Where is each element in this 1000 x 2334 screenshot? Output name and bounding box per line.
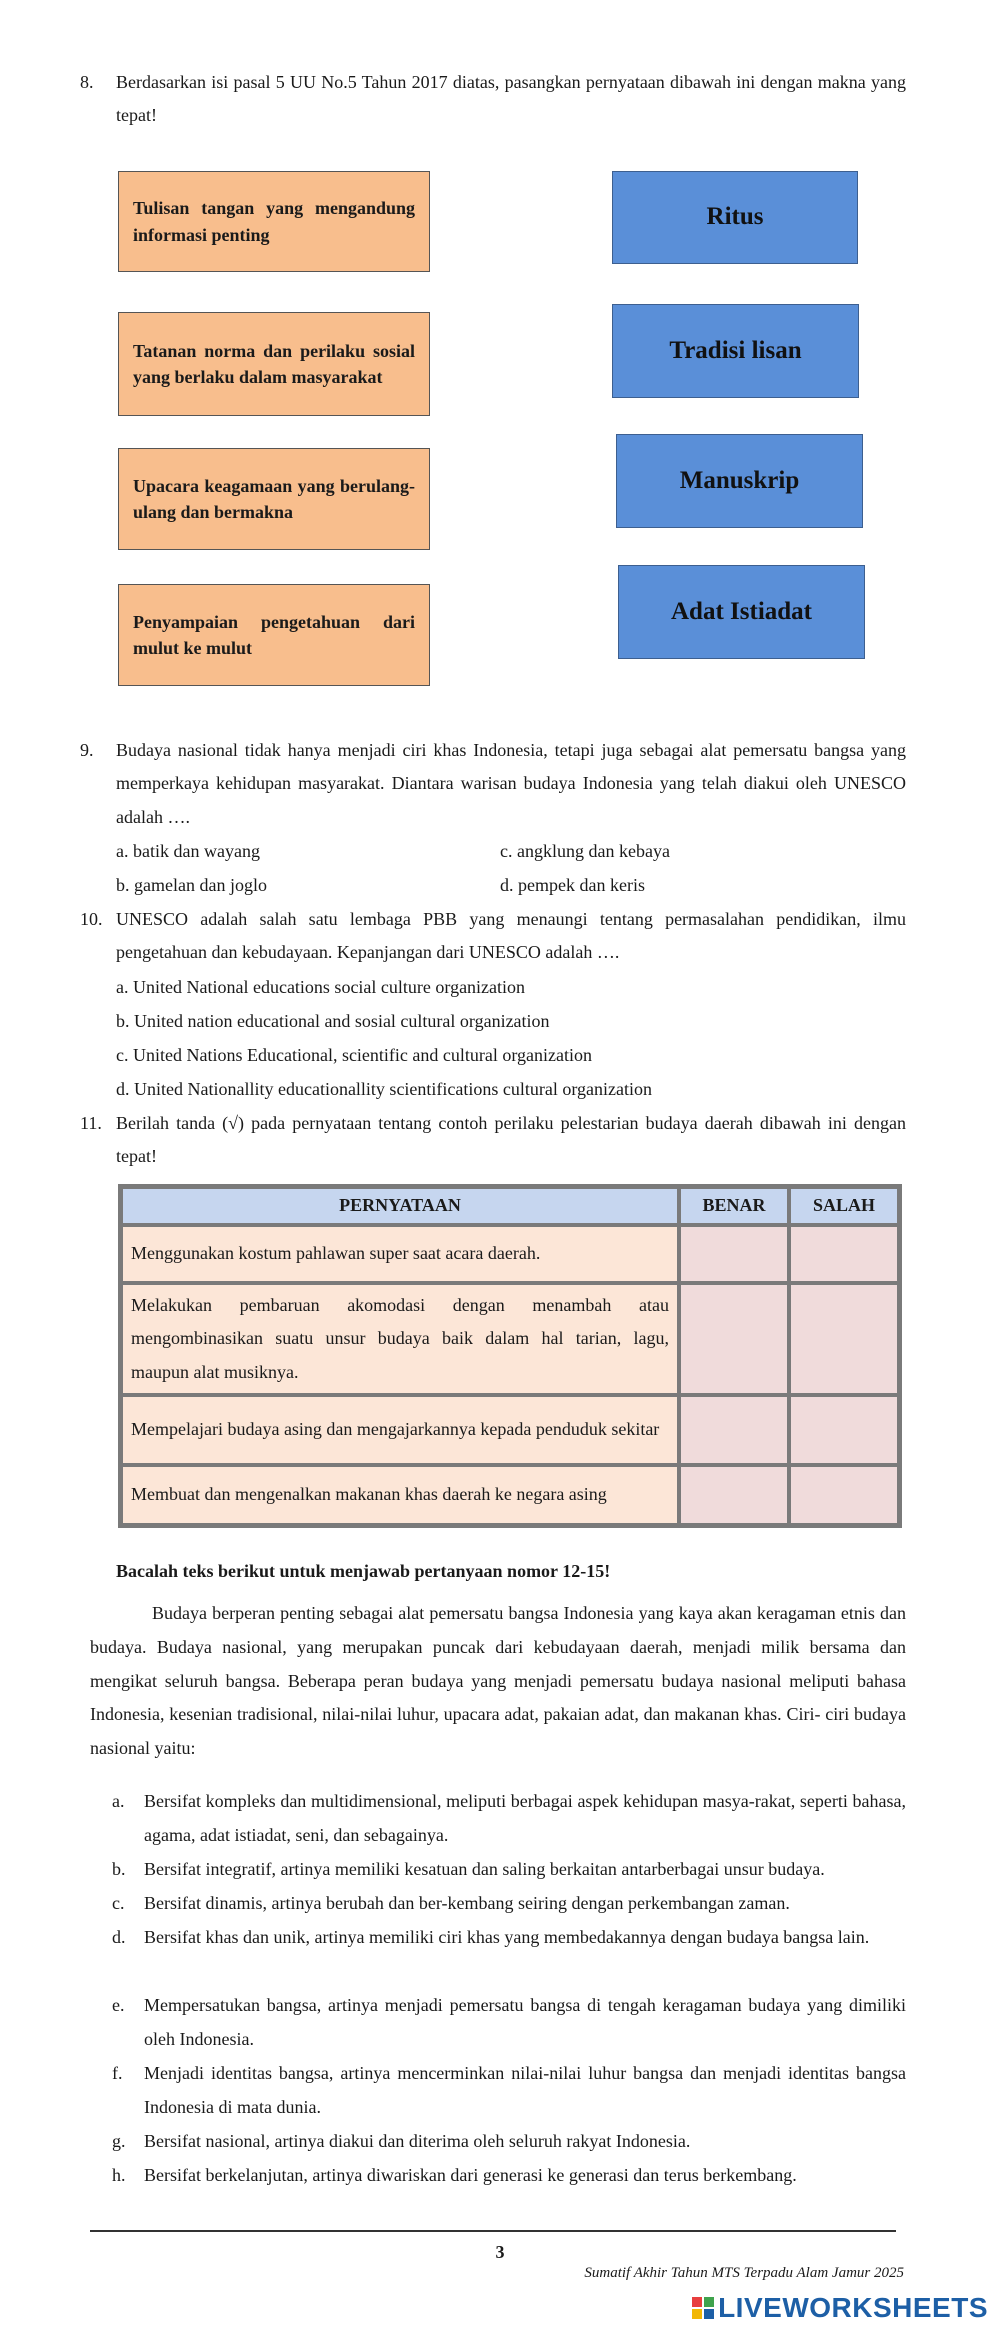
false-checkbox[interactable] (789, 1395, 899, 1465)
answer-option[interactable]: a. United National educations social culture organization (116, 977, 526, 997)
list-label: f. (112, 2063, 123, 2083)
question-number: 8. (80, 72, 94, 92)
list-label: b. (112, 1859, 126, 1879)
answer-option[interactable]: b. gamelan dan joglo (116, 875, 267, 895)
list-item: Bersifat integratif, artinya memiliki kesatuan dan saling berkaitan antarberbagai unsur budaya. (144, 1859, 825, 1879)
footer-caption: Sumatif Akhir Tahun MTS Terpadu Alam Jamur 2025 (584, 2265, 904, 2281)
table-row (121, 1225, 899, 1283)
answer-option[interactable]: d. pempek dan keris (500, 875, 645, 895)
list-label: h. (112, 2165, 126, 2185)
list-label: a. (112, 1791, 125, 1811)
list-item: Bersifat berkelanjutan, artinya diwariskan dari generasi ke generasi dan terus berkembang. (144, 2165, 797, 2185)
question-number: 10. (80, 909, 103, 929)
list-item: Mempersatukan bangsa, artinya menjadi pemersatu bangsa di tengah keragaman budaya yang dimiliki oleh Indonesia. (144, 1995, 906, 2049)
answer-option[interactable]: d. United Nationallity educationallity scientifications cultural organization (116, 1079, 653, 1099)
match-right-item[interactable]: Ritus (612, 171, 858, 264)
list-label: c. (112, 1893, 125, 1913)
true-checkbox[interactable] (679, 1283, 789, 1395)
table-header-true: BENAR (679, 1187, 789, 1225)
statement-table (118, 1184, 902, 1528)
liveworksheets-logo (692, 2282, 988, 2334)
list-item: Bersifat dinamis, artinya berubah dan ber-kembang seiring dengan perkembangan zaman. (144, 1893, 790, 1913)
false-checkbox[interactable] (789, 1283, 899, 1395)
match-right-item[interactable]: Manuskrip (616, 434, 863, 528)
list-item: Bersifat khas dan unik, artinya memiliki ciri khas yang membedakannya dengan budaya bangsa lain. (144, 1927, 870, 1947)
match-right-item[interactable]: Adat Istiadat (618, 565, 865, 659)
list-item: Bersifat kompleks dan multidimensional, meliputi berbagai aspek kehidupan masya-rakat, seperti bahasa, agama, adat istiadat, seni, dan sebagainya. (144, 1791, 906, 1845)
match-left-item[interactable]: Penyampaian pengetahuan dari mulut ke mulut (118, 584, 430, 686)
page-number: 3 (495, 2242, 505, 2262)
false-checkbox[interactable] (789, 1465, 899, 1525)
table-header-statement: PERNYATAAN (121, 1187, 679, 1225)
answer-option[interactable]: c. United Nations Educational, scientific and cultural organization (116, 1045, 593, 1065)
reading-heading: Bacalah teks berikut untuk menjawab pertanyaan nomor 12-15! (116, 1561, 611, 1581)
answer-option[interactable]: c. angklung dan kebaya (500, 841, 670, 861)
match-left-item[interactable]: Upacara keagamaan yang berulang-ulang dan bermakna (118, 448, 430, 550)
question-number: 11. (80, 1113, 102, 1133)
match-left-item[interactable]: Tatanan norma dan perilaku sosial yang berlaku dalam masyarakat (118, 312, 430, 416)
statement-cell: Membuat dan mengenalkan makanan khas daerah ke negara asing (121, 1465, 679, 1525)
statement-cell: Mempelajari budaya asing dan mengajarkannya kepada penduduk sekitar (121, 1395, 679, 1465)
list-label: g. (112, 2131, 126, 2151)
table-row (121, 1283, 899, 1395)
answer-option[interactable]: a. batik dan wayang (116, 841, 260, 861)
match-left-item[interactable]: Tulisan tangan yang mengandung informasi penting (118, 171, 430, 272)
true-checkbox[interactable] (679, 1225, 789, 1283)
statement-cell: Melakukan pembaruan akomodasi dengan menambah atau mengombinasikan suatu unsur budaya baik dalam hal tarian, lagu, maupun alat musiknya. (121, 1283, 679, 1395)
question-text: Budaya nasional tidak hanya menjadi ciri khas Indonesia, tetapi juga sebagai alat pemersatu bangsa yang memperkaya kehidupan masyarakat. Diantara warisan budaya Indonesia yang telah diakui oleh UNESCO adalah …. (116, 740, 906, 827)
table-row (121, 1395, 899, 1465)
question-text: Berilah tanda (√) pada pernyataan tentang contoh perilaku pelestarian budaya daerah dibawah ini dengan tepat! (116, 1113, 906, 1167)
logo-grid-icon (692, 2297, 714, 2319)
footer-divider (90, 2230, 896, 2232)
table-row (121, 1465, 899, 1525)
list-label: e. (112, 1995, 125, 2015)
match-right-item[interactable]: Tradisi lisan (612, 304, 859, 398)
true-checkbox[interactable] (679, 1465, 789, 1525)
question-text: UNESCO adalah salah satu lembaga PBB yang menaungi tentang permasalahan pendidikan, ilmu pengetahuan dan kebudayaan. Kepanjangan dari UNESCO adalah …. (116, 909, 906, 963)
table-header-false: SALAH (789, 1187, 899, 1225)
list-item: Menjadi identitas bangsa, artinya mencerminkan nilai-nilai luhur bangsa dan menjadi identitas bangsa Indonesia di mata dunia. (144, 2063, 906, 2117)
true-checkbox[interactable] (679, 1395, 789, 1465)
statement-cell: Menggunakan kostum pahlawan super saat acara daerah. (121, 1225, 679, 1283)
false-checkbox[interactable] (789, 1225, 899, 1283)
answer-option[interactable]: b. United nation educational and sosial cultural organization (116, 1011, 550, 1031)
question-text: Berdasarkan isi pasal 5 UU No.5 Tahun 2017 diatas, pasangkan pernyataan dibawah ini dengan makna yang tepat! (116, 72, 906, 126)
list-item: Bersifat nasional, artinya diakui dan diterima oleh seluruh rakyat Indonesia. (144, 2131, 691, 2151)
question-number: 9. (80, 740, 94, 760)
reading-paragraph: Budaya berperan penting sebagai alat pemersatu bangsa Indonesia yang kaya akan keragaman etnis dan budaya. Budaya nasional, yang merupakan puncak dari kebudayaan daerah, menjadi milik bersama dan mengikat seluruh bangsa. Beberapa peran budaya yang menjadi pemersatu budaya nasional meliputi bahasa Indonesia, kesenian tradisional, nilai-nilai luhur, upacara adat, pakaian adat, dan makanan khas. Ciri- ciri budaya nasional yaitu: (90, 1603, 906, 1759)
list-label: d. (112, 1927, 126, 1947)
logo-text: LIVEWORKSHEETS (718, 2292, 988, 2323)
